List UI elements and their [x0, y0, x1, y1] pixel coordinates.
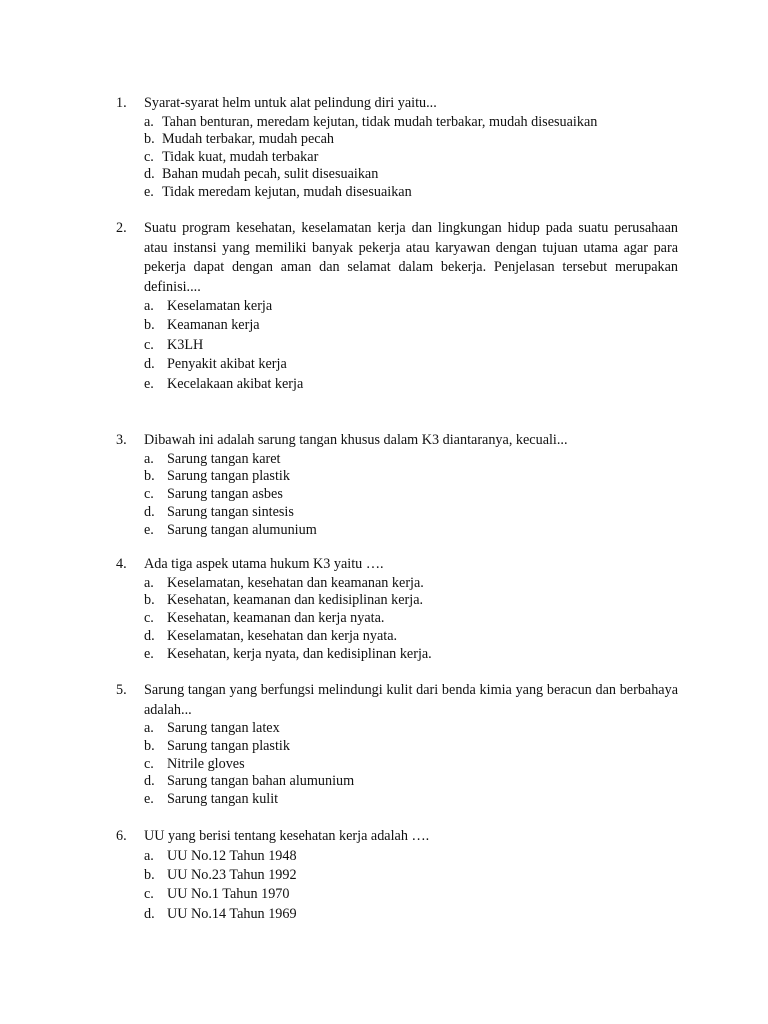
option-letter: e. [144, 375, 154, 392]
option-text: Sarung tangan asbes [167, 486, 283, 503]
option-text: Sarung tangan plastik [167, 737, 290, 754]
option-text: UU No.23 Tahun 1992 [167, 866, 297, 883]
option-letter: e. [144, 645, 154, 662]
option-letter: b. [144, 131, 155, 147]
option-b [144, 131, 678, 149]
question-1 [116, 94, 678, 201]
option-list [144, 847, 678, 925]
option-text: Sarung tangan latex [167, 720, 280, 736]
option-letter: d. [144, 503, 155, 520]
question-text: Sarung tangan yang berfungsi melindungi kulit dari benda kimia yang beracun dan berbahaya adalah... [144, 682, 678, 718]
option-a [144, 720, 678, 738]
question-number: 6. [116, 828, 127, 844]
option-text: UU No.1 Tahun 1970 [167, 886, 290, 903]
option-d [144, 504, 678, 522]
question-number: 5. [116, 682, 127, 698]
option-letter: d. [144, 773, 155, 790]
option-e [144, 791, 678, 809]
option-b [144, 866, 678, 885]
option-text: Keselamatan, kesehatan dan keamanan kerja. [167, 574, 424, 591]
option-c [144, 486, 678, 504]
question-text: Ada tiga aspek utama hukum K3 yaitu …. [144, 556, 384, 572]
option-text: Tahan benturan, meredam kejutan, tidak mudah terbakar, mudah disesuaikan [162, 113, 598, 130]
question-text: UU yang berisi tentang kesehatan kerja adalah …. [144, 828, 430, 844]
option-text: Keselamatan, kesehatan dan kerja nyata. [167, 627, 398, 644]
option-letter: c. [144, 755, 154, 772]
option-text: Keselamatan kerja [167, 298, 273, 314]
option-text: Mudah terbakar, mudah pecah [162, 131, 334, 147]
option-a [144, 451, 678, 469]
option-letter: b. [144, 866, 155, 883]
option-letter: a. [144, 720, 154, 736]
option-b [144, 468, 678, 486]
option-list [144, 720, 678, 809]
option-text: Sarung tangan plastik [167, 468, 290, 485]
option-text: K3LH [167, 336, 204, 353]
option-e [144, 184, 678, 202]
option-a [144, 297, 678, 316]
option-e [144, 375, 678, 394]
option-letter: e. [144, 183, 154, 200]
question-text: Dibawah ini adalah sarung tangan khusus dalam K3 diantaranya, kecuali... [144, 432, 568, 448]
option-c [144, 756, 678, 774]
option-letter: c. [144, 148, 154, 165]
option-letter: d. [144, 905, 155, 922]
option-d [144, 773, 678, 791]
option-a [144, 847, 678, 866]
question-6 [116, 827, 678, 924]
option-c [144, 149, 678, 167]
option-d [144, 166, 678, 184]
option-list [144, 297, 678, 394]
option-c [144, 885, 678, 904]
option-letter: a. [144, 450, 154, 467]
option-text: Sarung tangan kulit [167, 791, 279, 808]
option-letter: d. [144, 356, 155, 373]
option-text: Sarung tangan bahan alumunium [167, 773, 355, 790]
question-number: 3. [116, 432, 127, 448]
option-letter: b. [144, 468, 155, 485]
option-text: UU No.14 Tahun 1969 [167, 905, 297, 922]
option-text: UU No.12 Tahun 1948 [167, 847, 297, 864]
option-a [144, 114, 678, 132]
option-letter: c. [144, 486, 154, 503]
option-list [144, 451, 678, 540]
option-text: Nitrile gloves [167, 755, 245, 772]
option-a [144, 575, 678, 593]
option-letter: c. [144, 336, 154, 353]
option-text: Sarung tangan sintesis [167, 503, 294, 520]
option-letter: b. [144, 737, 155, 754]
option-letter: a. [144, 574, 154, 591]
option-text: Kesehatan, keamanan dan kerja nyata. [167, 610, 385, 627]
option-text: Penyakit akibat kerja [167, 356, 287, 373]
option-letter: e. [144, 791, 154, 808]
option-b [144, 316, 678, 335]
option-letter: c. [144, 886, 154, 903]
option-d [144, 355, 678, 374]
question-number: 2. [116, 220, 127, 236]
option-list [144, 575, 678, 664]
question-4 [116, 555, 678, 663]
option-letter: c. [144, 610, 154, 627]
option-e [144, 646, 678, 664]
option-letter: e. [144, 521, 154, 538]
option-b [144, 592, 678, 610]
option-letter: d. [144, 627, 155, 644]
question-number: 1. [116, 95, 127, 111]
question-text: Suatu program kesehatan, keselamatan kerja dan lingkungan hidup pada suatu perusahaan atau instansi yang memiliki banyak pekerja atau karyawan dengan tujuan utama agar para pekerja dapat dengan aman dan selamat dalam bekerja. Penjelasan tersebut merupakan definisi.... [144, 220, 678, 295]
option-letter: a. [144, 113, 154, 130]
option-c [144, 336, 678, 355]
option-text: Keamanan kerja [167, 317, 260, 334]
option-text: Sarung tangan karet [167, 450, 281, 467]
question-3 [116, 431, 678, 539]
option-text: Tidak meredam kejutan, mudah disesuaikan [162, 183, 412, 200]
option-text: Kesehatan, keamanan dan kedisiplinan kerja. [167, 592, 424, 609]
option-e [144, 522, 678, 540]
option-letter: b. [144, 317, 155, 334]
option-text: Kecelakaan akibat kerja [167, 375, 304, 392]
option-b [144, 738, 678, 756]
option-letter: d. [144, 166, 155, 182]
question-number: 4. [116, 556, 127, 572]
option-text: Tidak kuat, mudah terbakar [162, 148, 319, 165]
option-c [144, 610, 678, 628]
option-letter: a. [144, 298, 154, 314]
question-2 [116, 219, 678, 394]
option-letter: a. [144, 847, 154, 864]
option-text: Bahan mudah pecah, sulit disesuaikan [162, 166, 379, 182]
option-list [144, 114, 678, 202]
option-text: Sarung tangan alumunium [167, 521, 317, 538]
option-d [144, 628, 678, 646]
question-5 [116, 681, 678, 809]
question-text: Syarat-syarat helm untuk alat pelindung diri yaitu... [144, 95, 437, 111]
option-letter: b. [144, 592, 155, 609]
option-text: Kesehatan, kerja nyata, dan kedisiplinan kerja. [167, 645, 432, 662]
option-d [144, 905, 678, 924]
